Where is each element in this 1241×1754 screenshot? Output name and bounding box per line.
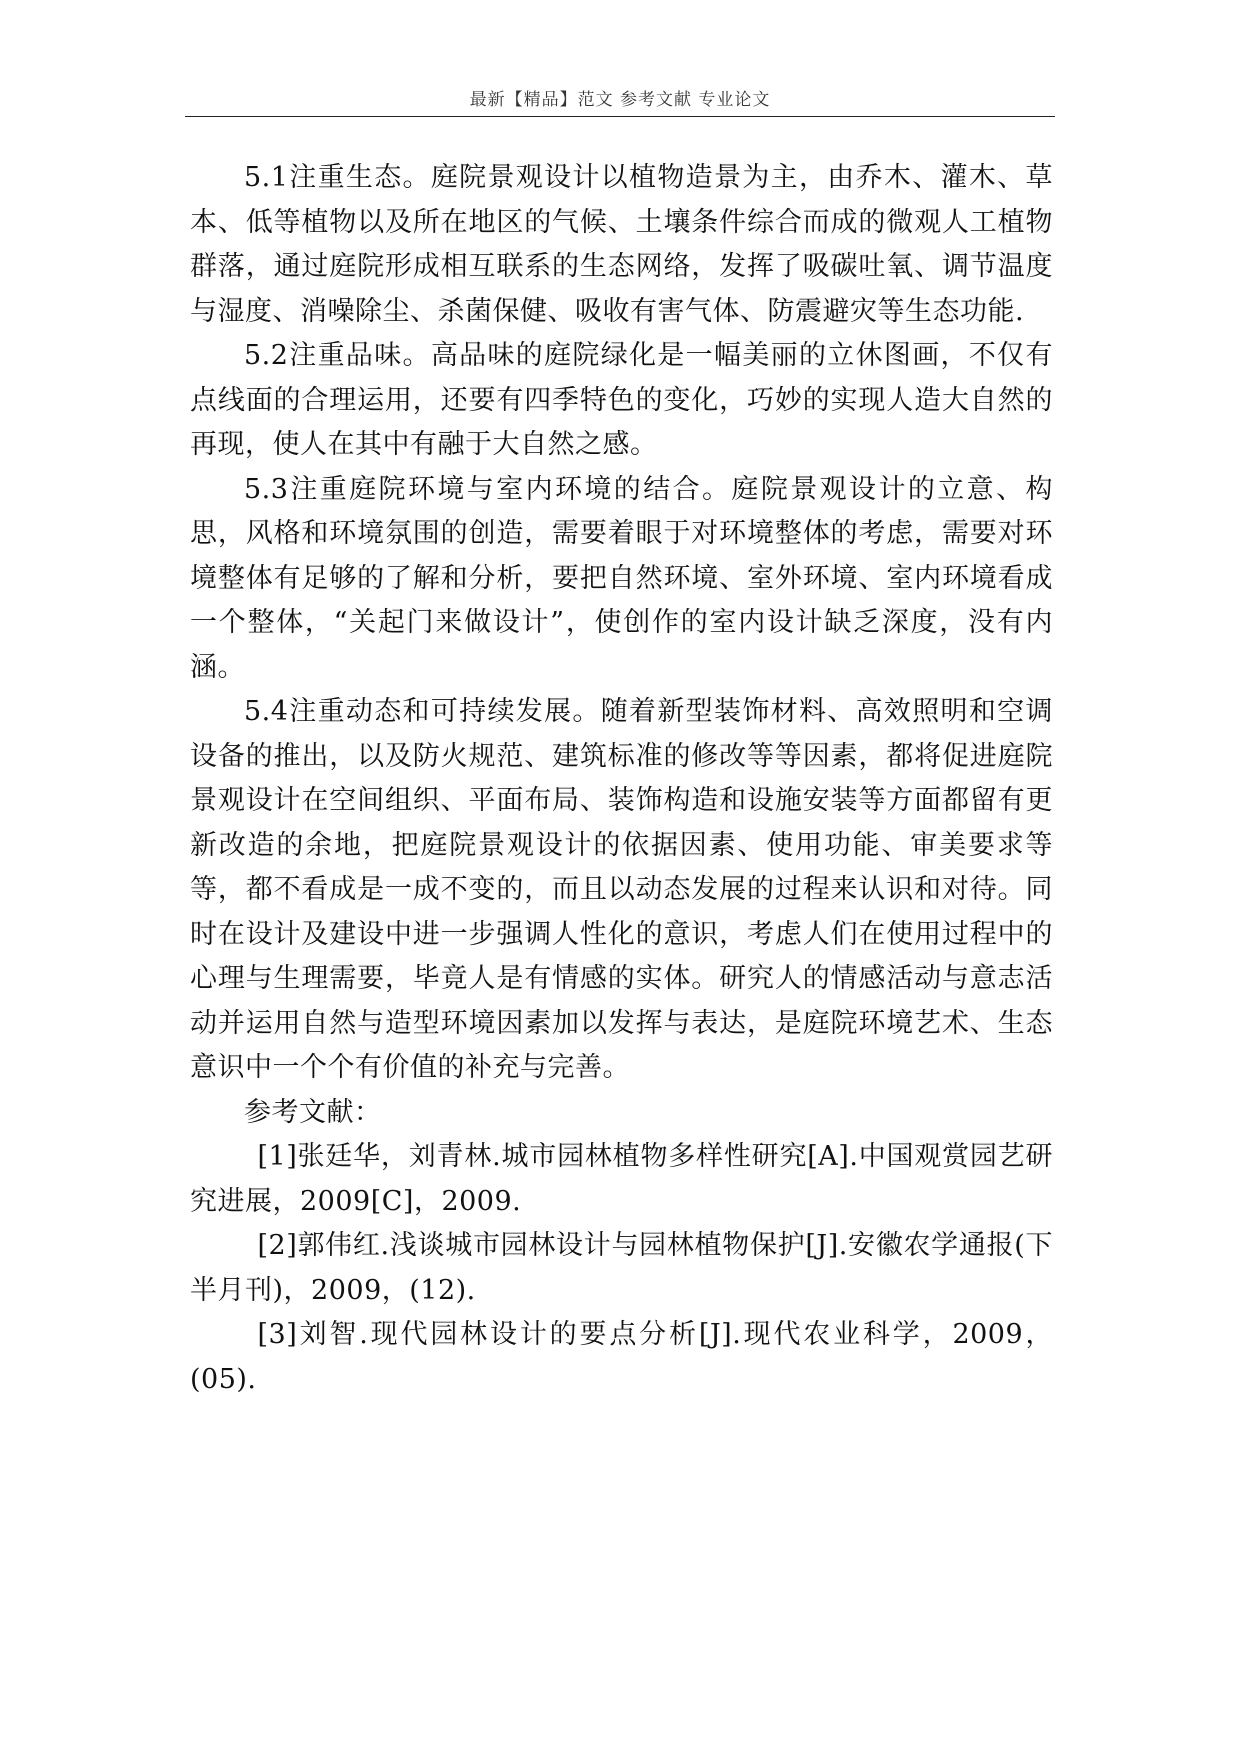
paragraph-5-2: 5.2注重品味。高品味的庭院绿化是一幅美丽的立休图画，不仅有点线面的合理运用，还要有四季特色的变化，巧妙的实现人造大自然的再现，使人在其中有融于大自然之感。 bbox=[190, 340, 1053, 460]
document-body bbox=[190, 156, 1053, 1402]
reference-item-2: [2]郭伟红.浅谈城市园林设计与园林植物保护[J].安徽农学通报(下半月刊)，2009，(12). bbox=[190, 1230, 1053, 1306]
page-header: 最新【精品】范文 参考文献 专业论文 bbox=[469, 90, 771, 110]
reference-item-3: [3]刘智.现代园林设计的要点分析[J].现代农业科学，2009，(05). bbox=[190, 1319, 1053, 1395]
paragraph-5-4: 5.4注重动态和可持续发展。随着新型装饰材料、高效照明和空调设备的推出，以及防火规范、建筑标准的修改等等因素，都将促进庭院景观设计在空间组织、平面布局、装饰构造和设施安装等方面都留有更新改造的余地，把庭院景观设计的依据因素、使用功能、审美要求等等，都不看成是一成不变的，而且以动态发展的过程来认识和对待。同时在设计及建设中进一步强调人性化的意识，考虑人们在使用过程中的心理与生理需要，毕竟人是有情感的实体。研究人的情感活动与意志活动并运用自然与造型环境因素加以发挥与表达，是庭院环境艺术、生态意识中一个个有价值的补充与完善。 bbox=[190, 696, 1053, 1083]
reference-item-1: [1]张廷华，刘青林.城市园林植物多样性研究[A].中国观赏园艺研究进展，2009[C]，2009. bbox=[190, 1141, 1053, 1217]
paragraph-5-1: 5.1注重生态。庭院景观设计以植物造景为主，由乔木、灌木、草本、低等植物以及所在地区的气候、土壤条件综合而成的微观人工植物群落，通过庭院形成相互联系的生态网络，发挥了吸碳吐氧、调节温度与湿度、消噪除尘、杀菌保健、吸收有害气体、防震避灾等生态功能. bbox=[190, 162, 1053, 327]
paragraph-5-3: 5.3注重庭院环境与室内环境的结合。庭院景观设计的立意、构思，风格和环境氛围的创造，需要着眼于对环境整体的考虑，需要对环境整体有足够的了解和分析，要把自然环境、室外环境、室内环境看成一个整体，“关起门来做设计”，使创作的室内设计缺乏深度，没有内涵。 bbox=[190, 473, 1053, 683]
references-heading: 参考文献： bbox=[244, 1096, 382, 1128]
header-divider bbox=[185, 116, 1055, 117]
